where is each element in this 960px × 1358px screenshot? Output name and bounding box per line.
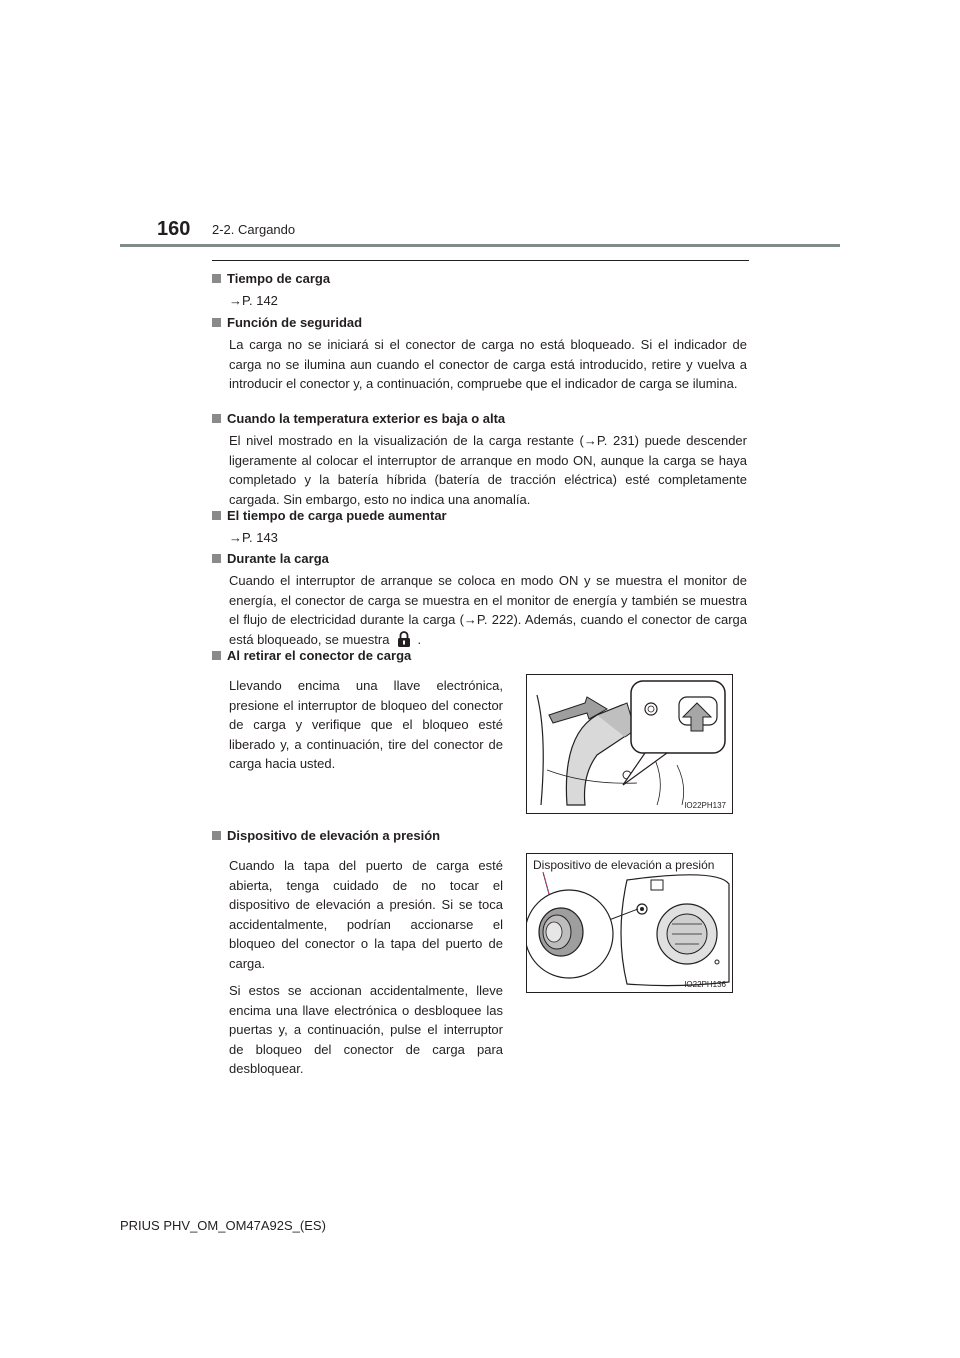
bullet-square-icon [212,274,221,283]
figure-connector [526,674,733,814]
item-title: El tiempo de carga puede aumentar [227,508,447,523]
section-title: 2-2. Cargando [212,222,296,237]
item-text: La carga no se iniciará si el conector de carga no está bloqueado. Si el indicador de carga no se ilumina aun cuando el conector de carga está introducido, retire y vuelva a introducir el conector y, a continuación, compruebe que el indicador de carga se ilumina. [229,337,747,391]
item-title: Al retirar el conector de carga [227,648,412,663]
lock-icon [397,631,411,647]
item-text-2: Si estos se accionan accidentalmente, lleve encima una llave electrónica o desbloquee las puertas y, a continuación, pulse el interruptor de bloqueo del conector de carga para desbloquear. [229,983,503,1076]
item-text: →P. 143 [229,530,278,545]
item-text: →P. 142 [229,293,278,308]
item-text: Cuando la tapa del puerto de carga esté abierta, tenga cuidado de no tocar el dispositivo de elevación a presión. Si se toca accidentalmente, podrían accionarse el bloqueo del conector o la tapa del puerto de carga. [229,858,503,971]
header-rule [120,244,840,247]
item-during-charging [212,550,747,649]
bullet-square-icon [212,318,221,327]
figure-label: Dispositivo de elevación a presión [533,858,715,872]
content-rule [212,260,749,261]
item-title: Dispositivo de elevación a presión [227,828,441,843]
footer-code: PRIUS PHV_OM_OM47A92S_(ES) [120,1218,326,1233]
item-text: Cuando el interruptor de arranque se coloca en modo ON y se muestra el monitor de energía, el conector de carga se muestra en el monitor de energía y también se muestra el flujo de electricidad durante la carga (→P. 222). Además, cuando el conector de carga está bloqueado, se muestra . [229,573,747,647]
item-charging-time [212,270,747,311]
item-outside-temperature [212,410,747,509]
bullet-square-icon [212,831,221,840]
item-safety-function [212,314,747,394]
lift-device-illustration [527,854,732,992]
item-title: Cuando la temperatura exterior es baja o alta [227,411,506,426]
figure-lift-device [526,853,733,993]
bullet-square-icon [212,651,221,660]
bullet-square-icon [212,554,221,563]
item-title: Tiempo de carga [227,271,331,286]
item-title: Función de seguridad [227,315,363,330]
item-title: Durante la carga [227,551,329,566]
figure-code: IO22PH136 [684,980,726,989]
connector-illustration [527,675,732,813]
item-text: Llevando encima una llave electrónica, presione el interruptor de bloqueo del conector de carga y verifique que el bloqueo esté liberado y, a continuación, tire del conector de carga hacia usted. [229,678,503,771]
figure-code: IO22PH137 [684,801,726,810]
bullet-square-icon [212,511,221,520]
bullet-square-icon [212,414,221,423]
item-text: El nivel mostrado en la visualización de la carga restante (→P. 231) puede descender ligeramente al colocar el interruptor de arranque en modo ON, aunque la carga se haya completado y la batería híbrida (batería de tracción eléctrica) esté completamente cargada. Sin embargo, esto no indica una anomalía. [229,433,747,507]
page-number: 160 [157,218,191,240]
item-charging-time-increase [212,507,747,548]
